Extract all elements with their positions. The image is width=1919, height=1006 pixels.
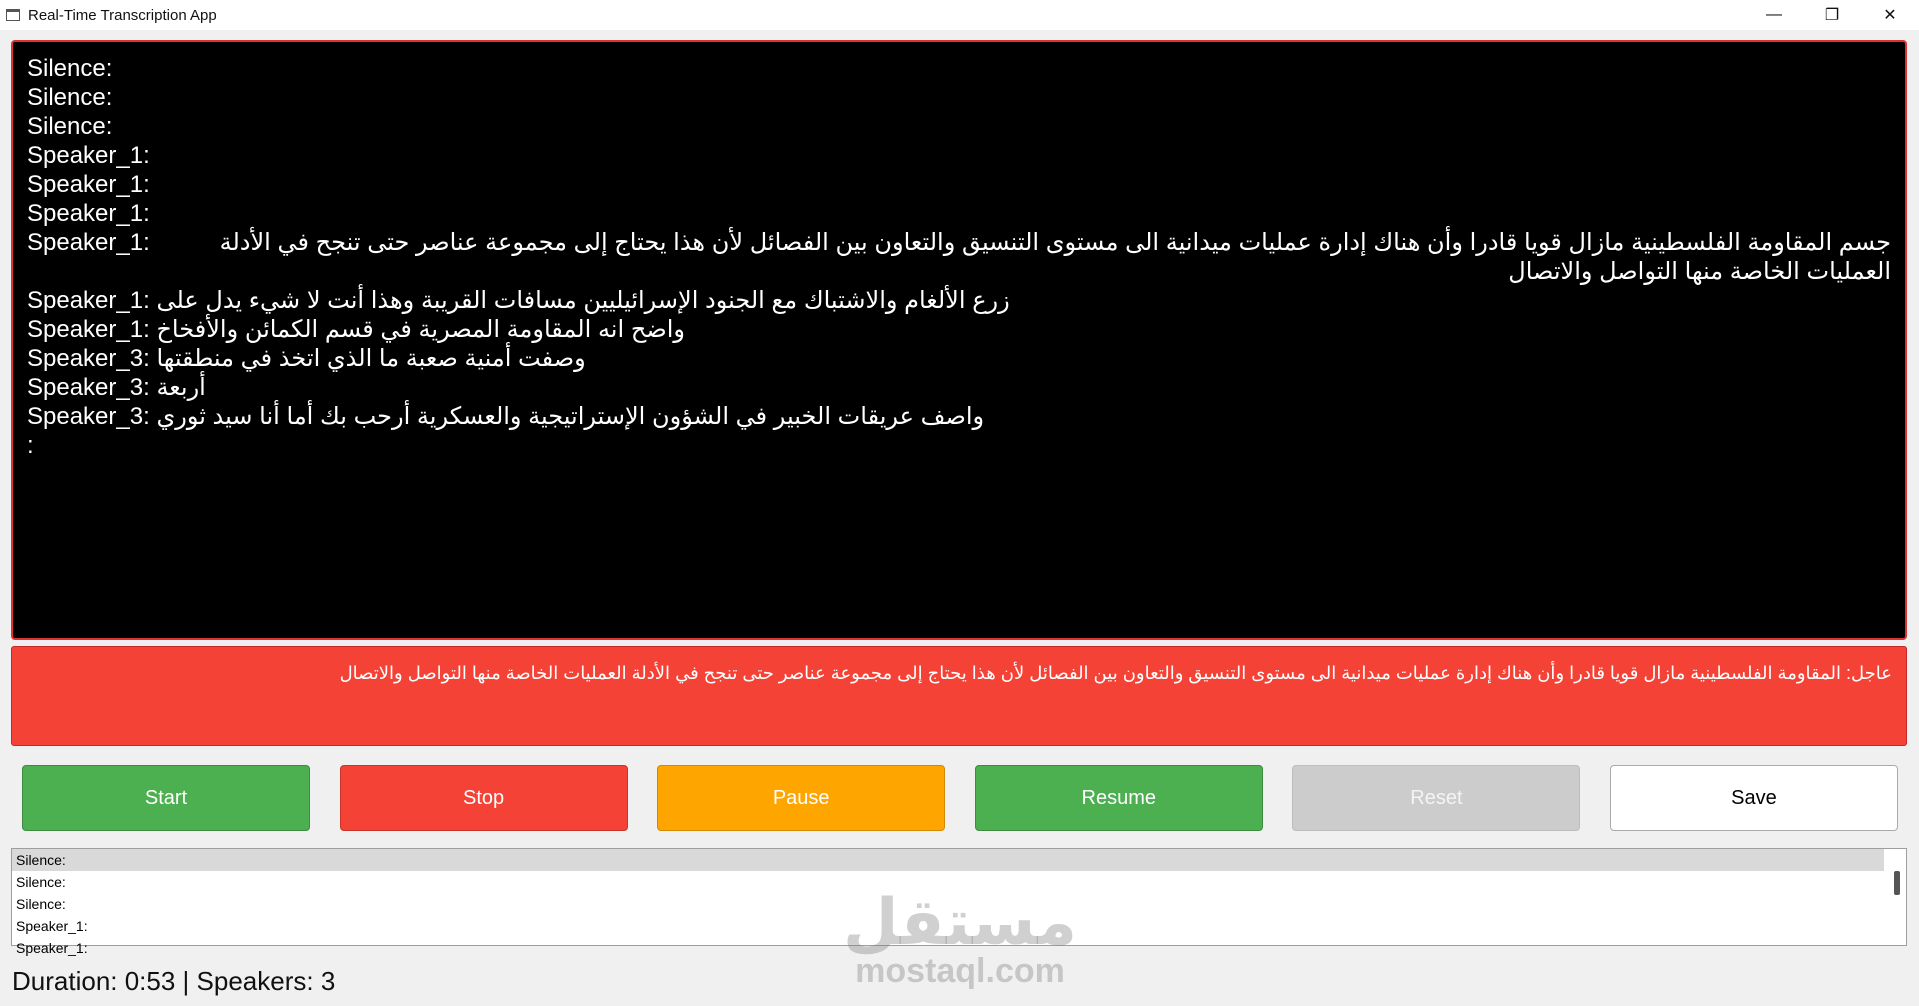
breaking-news-banner — [11, 646, 1907, 746]
pause-button[interactable]: Pause — [657, 765, 945, 831]
transcript-line — [27, 431, 1891, 460]
list-item[interactable]: Speaker_1: — [16, 918, 88, 934]
transcript-line — [27, 228, 1891, 286]
list-item[interactable]: Speaker_1: — [16, 940, 88, 956]
transcript-text: واضح انه المقاومة المصرية في قسم الكمائن والأفخاخ — [156, 316, 685, 343]
window-controls — [1745, 0, 1919, 30]
speaker-label: Speaker_3: — [27, 345, 150, 372]
transcript-text: جسم المقاومة الفلسطينية مازال قويا قادرا وأن هناك إدارة عمليات ميدانية الى مستوى التنسيق والتعاون بين الفصائل لأن هذا يحتاج إلى مجموعة عناصر حتى تنجح في الأدلة العمليات الخاصة منها التواصل والاتصال — [219, 229, 1891, 285]
vertical-scrollbar[interactable] — [1888, 849, 1906, 945]
transcript-line — [27, 373, 1891, 402]
start-button[interactable]: Start — [22, 765, 310, 831]
speaker-label: Silence: — [27, 113, 113, 140]
transcript-display[interactable] — [11, 40, 1907, 640]
watermark-latin: mostaql.com — [855, 952, 1065, 990]
stop-button[interactable]: Stop — [340, 765, 628, 831]
speaker-label: Speaker_3: — [27, 374, 150, 401]
speaker-label: Silence: — [27, 55, 113, 82]
control-buttons — [22, 765, 1898, 831]
transcript-line — [27, 402, 1891, 431]
status-text: Duration: 0:53 | Speakers: 3 — [12, 966, 336, 996]
transcript-text: واصف عريقات الخبير في الشؤون الإستراتيجية والعسكرية أرحب بك أما أنا سيد ثوري — [156, 403, 985, 430]
list-item[interactable]: Silence: — [16, 874, 66, 890]
transcript-line — [27, 344, 1891, 373]
title-bar — [0, 0, 1919, 30]
window-title: Real-Time Transcription App — [28, 6, 217, 24]
speaker-label: Speaker_1: — [27, 316, 150, 343]
restore-button[interactable]: ❐ — [1824, 7, 1840, 24]
speaker-label: Speaker_1: — [27, 171, 150, 198]
speaker-label: Speaker_1: — [27, 142, 150, 169]
resume-button[interactable]: Resume — [975, 765, 1263, 831]
transcript-line — [27, 199, 1891, 228]
speaker-label: Speaker_1: — [27, 200, 150, 227]
transcript-line — [27, 315, 1891, 344]
transcript-line — [27, 141, 1891, 170]
speaker-label: Speaker_3: — [27, 403, 150, 430]
close-button[interactable]: ✕ — [1883, 7, 1897, 24]
speaker-label: : — [27, 432, 34, 459]
transcript-line — [27, 170, 1891, 199]
scrollbar-thumb[interactable] — [1894, 871, 1900, 895]
transcript-line — [27, 286, 1891, 315]
transcript-line — [27, 54, 1891, 83]
transcript-text: زرع الألغام والاشتباك مع الجنود الإسرائيليين مسافات القريبة وهذا أنت لا شيء يدل على — [156, 287, 1010, 314]
list-item[interactable]: Silence: — [12, 849, 1884, 871]
transcript-log-list[interactable] — [11, 848, 1907, 956]
speaker-label: Silence: — [27, 84, 113, 111]
transcript-line — [27, 112, 1891, 141]
watermark-arabic: مستقل — [842, 886, 1078, 958]
transcript-line — [27, 83, 1891, 112]
speaker-label: Speaker_1: — [27, 229, 150, 256]
reset-button[interactable]: Reset — [1292, 765, 1580, 831]
breaking-news-text: عاجل: المقاومة الفلسطينية مازال قويا قادرا وأن هناك إدارة عمليات ميدانية الى مستوى التنسيق والتعاون بين الفصائل لأن هذا يحتاج إلى مجموعة عناصر حتى تنجح في الأدلة العمليات الخاصة منها التواصل والاتصال — [339, 663, 1892, 683]
save-button[interactable]: Save — [1610, 765, 1898, 831]
speaker-label: Speaker_1: — [27, 287, 150, 314]
app-icon — [6, 9, 20, 21]
minimize-button[interactable]: — — [1766, 6, 1782, 23]
transcript-text: وصفت أمنية صعبة ما الذي اتخذ في منطقتها — [156, 345, 586, 372]
transcript-text: أربعة — [156, 374, 206, 401]
list-item[interactable]: Silence: — [16, 896, 66, 912]
